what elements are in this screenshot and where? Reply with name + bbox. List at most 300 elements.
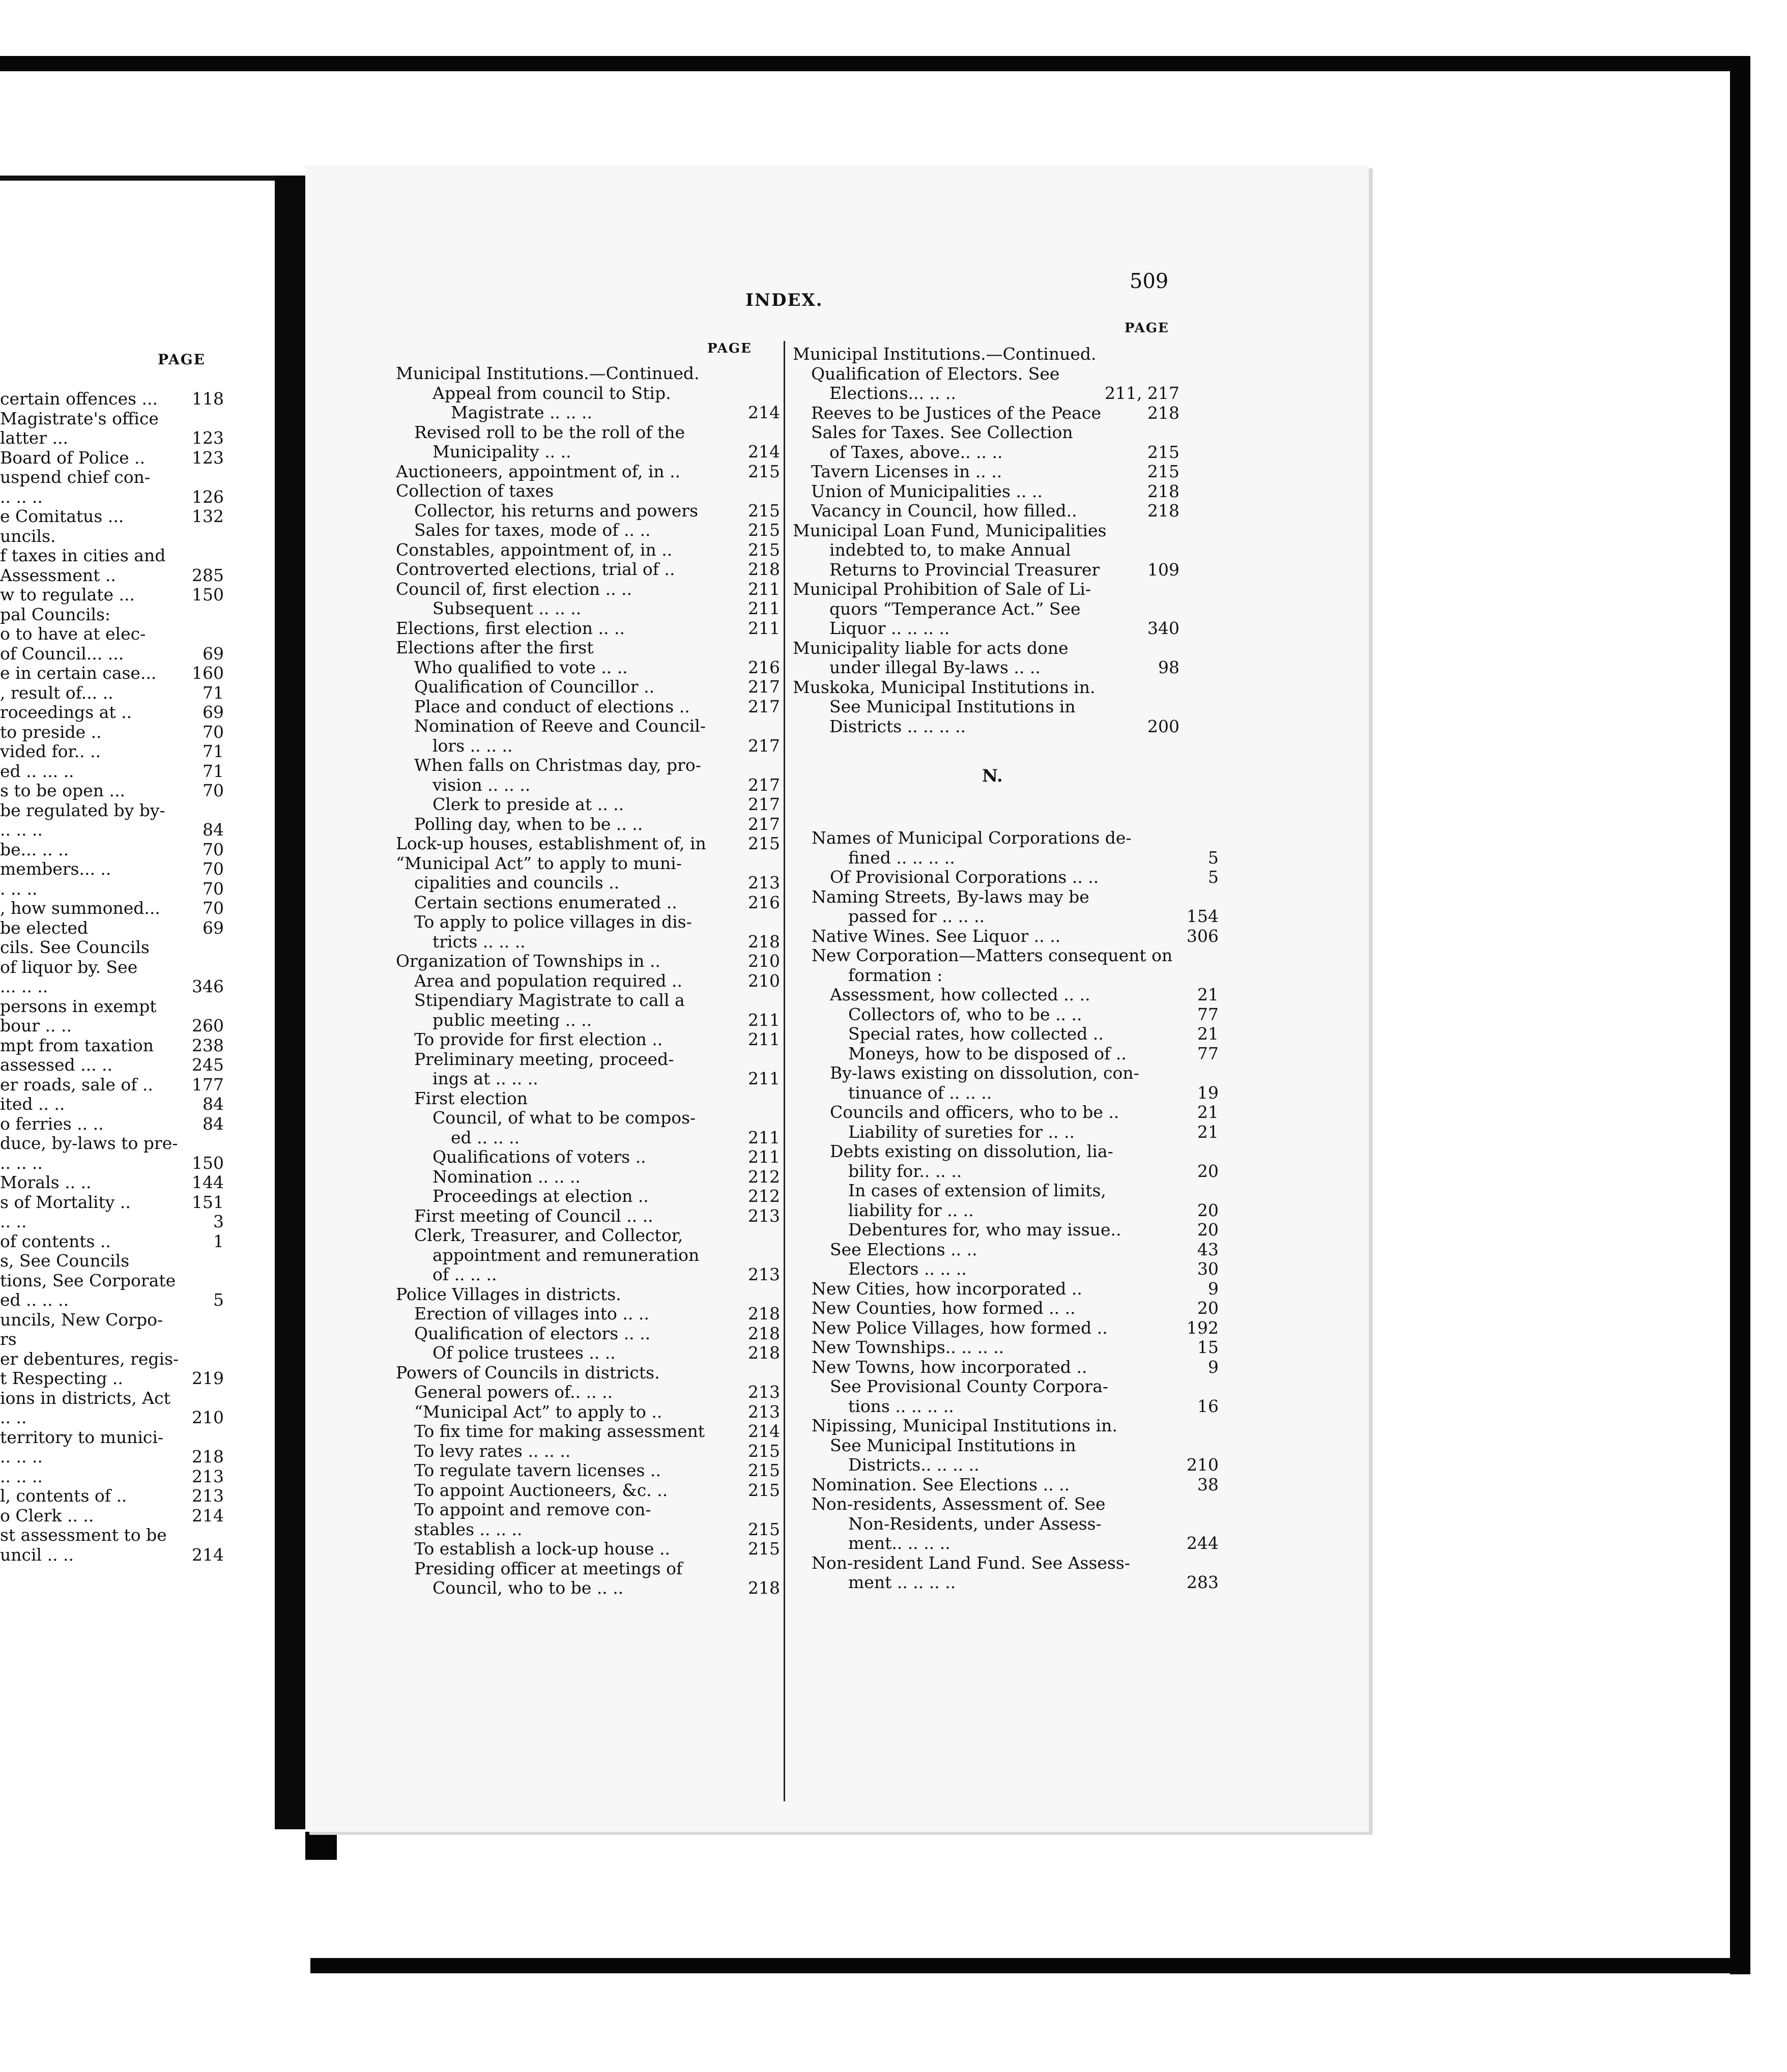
index-entry-text: Municipality liable for acts done	[793, 638, 1069, 658]
index-entry	[396, 1324, 780, 1344]
index-entry-page	[1216, 946, 1219, 966]
index-entry-text: ited .. ..	[0, 1095, 65, 1114]
index-entry-page: 306	[1187, 926, 1219, 946]
index-entry	[0, 566, 224, 586]
index-entry	[0, 1447, 224, 1467]
index-entry-text: Magistrate's office	[0, 409, 159, 428]
index-entry-page: 150	[192, 1153, 224, 1173]
index-entry	[396, 716, 780, 736]
index-entry-text: latter ...	[0, 428, 69, 448]
index-entry	[812, 1024, 1219, 1044]
index-entry	[396, 599, 780, 619]
index-entry-text: Council, who to be .. ..	[433, 1578, 624, 1598]
index-entry-page: 211	[748, 1010, 780, 1030]
index-entry-text: duce, by-laws to pre-	[0, 1134, 178, 1153]
index-entry-page	[777, 716, 780, 736]
index-entry-page: 192	[1187, 1317, 1219, 1338]
index-entry	[396, 795, 780, 815]
index-entry	[0, 859, 224, 879]
index-entry-page	[777, 756, 780, 775]
right-column-entries-m	[793, 344, 1179, 736]
index-entry-text: Nipissing, Municipal Institutions in.	[812, 1416, 1117, 1435]
index-entry	[396, 481, 780, 501]
index-entry	[793, 423, 1179, 443]
index-entry-text: ment .. .. .. ..	[848, 1573, 956, 1592]
index-entry-page	[1216, 1181, 1219, 1201]
index-entry-text: Appeal from council to Stip.	[433, 383, 671, 403]
index-entry-text: liability for .. ..	[848, 1200, 974, 1220]
index-entry-text: Municipal Loan Fund, Municipalities	[793, 521, 1107, 540]
index-entry-text: Nomination of Reeve and Council-	[414, 716, 706, 736]
index-entry-page: 213	[748, 873, 780, 893]
index-entry-text: be regulated by by-	[0, 800, 165, 820]
index-entry-page: 213	[748, 1264, 780, 1284]
index-entry	[396, 1578, 780, 1598]
index-entry-text: vided for.. ..	[0, 742, 101, 761]
index-entry	[0, 1251, 224, 1271]
index-entry-page: 177	[192, 1074, 224, 1095]
index-entry	[396, 442, 780, 462]
index-entry-text: of Taxes, above.. .. ..	[829, 442, 1003, 462]
index-entry-text: Sales for taxes, mode of .. ..	[414, 521, 651, 540]
index-entry-page: 213	[748, 1205, 780, 1226]
index-entry-page: 123	[192, 428, 224, 448]
index-entry	[396, 1383, 780, 1402]
index-entry-text: Non-residents, Assessment of. See	[812, 1494, 1106, 1514]
index-entry	[0, 1134, 224, 1154]
index-entry-text: New Towns, how incorporated ..	[812, 1357, 1087, 1377]
index-entry-page	[221, 958, 224, 977]
index-entry-text: Districts .. .. .. ..	[829, 716, 966, 736]
index-entry-text: formation :	[848, 965, 943, 985]
index-entry	[812, 927, 1219, 946]
index-entry	[793, 639, 1179, 658]
page-title: INDEX.	[745, 290, 823, 310]
index-entry-page: 211, 217	[1105, 383, 1179, 403]
index-entry-page: 218	[1147, 501, 1179, 521]
index-entry	[396, 521, 780, 540]
index-entry	[812, 1123, 1219, 1142]
index-entry-text: Polling day, when to be .. ..	[414, 814, 643, 834]
index-entry-text: .. ..	[0, 1212, 27, 1231]
index-entry-text: s, See Councils	[0, 1251, 130, 1271]
index-entry-text: o ferries .. ..	[0, 1114, 104, 1134]
index-entry-page: 215	[748, 1519, 780, 1539]
index-entry-page: 84	[203, 1113, 224, 1134]
index-entry-text: Controverted elections, trial of ..	[396, 560, 675, 579]
index-entry-page: 3	[213, 1212, 224, 1231]
index-entry-text: ment.. .. .. ..	[848, 1534, 950, 1553]
index-entry-page: 216	[748, 892, 780, 912]
index-entry-page: 21	[1197, 1102, 1219, 1122]
index-entry-text: Qualifications of voters ..	[433, 1147, 646, 1167]
index-entry-page: 214	[192, 1544, 224, 1565]
index-entry-page	[221, 1428, 224, 1448]
index-entry-text: Area and population required ..	[414, 971, 683, 991]
index-entry-page: 214	[748, 442, 780, 462]
index-entry-page	[777, 384, 780, 404]
index-entry	[793, 462, 1179, 482]
page-number: 509	[1130, 270, 1169, 293]
index-entry-text: t Respecting ..	[0, 1369, 123, 1388]
index-entry-page: 69	[203, 917, 224, 938]
index-entry-page: 215	[748, 1539, 780, 1559]
index-entry	[396, 658, 780, 678]
index-entry	[793, 404, 1179, 423]
index-entry	[0, 624, 224, 644]
index-entry-page: 215	[748, 539, 780, 560]
index-entry	[812, 985, 1219, 1005]
index-entry-page	[221, 1134, 224, 1154]
index-entry-page	[777, 854, 780, 874]
index-entry-page: 213	[192, 1486, 224, 1506]
index-entry-page: 77	[1197, 1004, 1219, 1024]
index-entry-page: 70	[203, 878, 224, 899]
index-entry-page	[221, 546, 224, 566]
index-entry-text: To regulate tavern licenses ..	[414, 1461, 661, 1480]
index-entry-text: ed .. .. ..	[451, 1128, 520, 1147]
index-entry-page: 218	[192, 1447, 224, 1466]
index-entry	[0, 1310, 224, 1330]
index-entry-page: 126	[192, 486, 224, 507]
index-entry	[0, 958, 224, 977]
index-entry-text: uncils.	[0, 526, 56, 546]
index-entry-text: o Clerk .. ..	[0, 1506, 94, 1526]
index-entry-page: 213	[748, 1382, 780, 1402]
index-entry-page: 15	[1197, 1337, 1219, 1357]
index-entry	[812, 1279, 1219, 1299]
index-entry	[812, 1201, 1219, 1221]
index-entry-page	[777, 1089, 780, 1109]
index-entry	[0, 1389, 224, 1408]
index-entry	[812, 1142, 1219, 1162]
index-entry-page: 211	[748, 579, 780, 599]
index-entry-page: 21	[1197, 985, 1219, 1004]
index-entry-page	[777, 638, 780, 658]
index-entry-text: Names of Municipal Corporations de-	[812, 828, 1132, 848]
index-entry-page	[221, 468, 224, 487]
index-entry-page: 9	[1208, 1357, 1219, 1377]
index-entry-text: Of police trustees .. ..	[433, 1343, 616, 1363]
index-entry-text: In cases of extension of limits,	[848, 1181, 1106, 1200]
index-entry	[0, 977, 224, 997]
index-entry-page: 218	[1147, 402, 1179, 423]
index-entry	[812, 848, 1219, 868]
index-entry-text: bility for.. .. ..	[848, 1161, 962, 1181]
index-entry	[396, 423, 780, 443]
index-entry	[793, 384, 1179, 404]
index-entry-text: ed .. ... ..	[0, 761, 74, 781]
index-entry-text: Special rates, how collected ..	[848, 1024, 1104, 1044]
index-entry-page	[777, 1050, 780, 1070]
index-entry-text: e in certain case...	[0, 664, 157, 683]
index-entry	[0, 389, 224, 409]
index-entry-page: 5	[1208, 867, 1219, 887]
index-entry	[0, 1486, 224, 1506]
index-entry-page: 210	[748, 951, 780, 971]
index-entry	[812, 1240, 1219, 1260]
index-entry-page: 19	[1197, 1082, 1219, 1103]
index-entry	[396, 1343, 780, 1363]
index-entry	[396, 1481, 780, 1501]
index-entry	[396, 873, 780, 893]
index-entry	[0, 1193, 224, 1213]
index-entry	[812, 1338, 1219, 1358]
index-entry-page: 217	[748, 814, 780, 834]
index-entry-page	[777, 1226, 780, 1246]
index-entry-page	[777, 423, 780, 443]
index-entry-page: 70	[203, 859, 224, 879]
index-entry	[0, 664, 224, 683]
index-entry	[812, 1397, 1219, 1417]
index-entry	[0, 781, 224, 801]
index-entry	[0, 879, 224, 899]
index-entry	[812, 1514, 1219, 1534]
index-entry-page	[1216, 1416, 1219, 1436]
index-entry-page	[1176, 678, 1179, 698]
index-entry-text: New Corporation—Matters consequent on	[812, 946, 1173, 965]
index-entry-page: 21	[1197, 1121, 1219, 1142]
index-entry	[0, 527, 224, 546]
index-entry	[396, 560, 780, 580]
index-entry-text: See Municipal Institutions in	[830, 1435, 1076, 1455]
index-entry-text: ings at .. .. ..	[433, 1069, 538, 1088]
index-entry	[396, 1246, 780, 1265]
index-entry	[812, 1534, 1219, 1553]
index-entry-text: Liability of sureties for .. ..	[848, 1122, 1075, 1142]
index-entry	[0, 1526, 224, 1545]
index-entry-text: persons in exempt	[0, 996, 157, 1016]
index-entry-page	[221, 527, 224, 546]
index-entry-page	[221, 1349, 224, 1369]
left-page	[0, 176, 304, 1837]
section-letter: N.	[982, 766, 1003, 786]
index-entry-text: See Provisional County Corpora-	[830, 1377, 1109, 1396]
index-entry-text: To provide for first election ..	[414, 1030, 663, 1049]
index-entry-page	[1176, 580, 1179, 599]
index-entry-text: Auctioneers, appointment of, in ..	[396, 462, 681, 481]
index-entry-text: “Municipal Act” to apply to ..	[414, 1402, 662, 1422]
index-entry-text: By-laws existing on dissolution, con-	[830, 1063, 1139, 1083]
index-entry-text: Elections... .. ..	[829, 384, 956, 403]
index-entry	[396, 1442, 780, 1461]
index-entry	[812, 1494, 1219, 1514]
mid-column-entries	[396, 364, 780, 1598]
index-entry-text: Stipendiary Magistrate to call a	[414, 991, 685, 1010]
index-entry-page	[221, 1271, 224, 1291]
index-entry-page	[1176, 599, 1179, 619]
index-entry-page: 151	[192, 1192, 224, 1212]
index-entry-text: er debentures, regis-	[0, 1349, 179, 1369]
index-entry-page: 84	[203, 1094, 224, 1114]
index-entry	[812, 1083, 1219, 1103]
index-entry-text: Non-resident Land Fund. See Assess-	[812, 1553, 1130, 1573]
index-entry-text: ed .. .. ..	[0, 1290, 69, 1310]
index-entry-page	[1176, 344, 1179, 364]
index-entry-page: 215	[1147, 442, 1179, 462]
index-entry-page: 215	[748, 1460, 780, 1480]
index-entry	[0, 1545, 224, 1565]
index-entry-text: To establish a lock-up house ..	[414, 1539, 670, 1559]
index-entry-text: of Council... ...	[0, 644, 124, 664]
index-entry-page	[1216, 1436, 1219, 1456]
index-entry-text: public meeting .. ..	[433, 1010, 592, 1030]
index-entry	[0, 1036, 224, 1056]
index-entry-page: 69	[203, 643, 224, 664]
index-entry	[396, 501, 780, 521]
index-entry-page: 43	[1197, 1239, 1219, 1259]
index-entry	[0, 1271, 224, 1291]
index-entry	[0, 1232, 224, 1252]
index-entry-page	[777, 364, 780, 384]
index-entry-text: Police Villages in districts.	[396, 1284, 621, 1304]
index-entry-text: To apply to police villages in dis-	[414, 912, 692, 932]
index-entry-text: be... .. ..	[0, 840, 69, 859]
index-entry-page	[1216, 1377, 1219, 1397]
index-entry	[0, 1428, 224, 1448]
index-entry	[812, 1377, 1219, 1397]
index-entry-text: Municipality .. ..	[433, 442, 571, 462]
index-entry-page: 215	[748, 461, 780, 481]
index-entry	[812, 887, 1219, 907]
index-entry-page	[221, 997, 224, 1017]
index-entry	[0, 742, 224, 762]
index-entry	[812, 1063, 1219, 1083]
index-entry-page: 21	[1197, 1024, 1219, 1044]
index-entry-text: tions, See Corporate	[0, 1271, 176, 1290]
index-entry	[0, 428, 224, 448]
index-entry	[396, 1030, 780, 1050]
index-entry-text: cipalities and councils ..	[414, 873, 620, 893]
index-entry-page: 144	[192, 1172, 224, 1192]
index-entry-page	[777, 1246, 780, 1265]
index-entry	[396, 775, 780, 795]
index-entry-page: 215	[748, 1480, 780, 1500]
index-entry-text: Debentures for, who may issue..	[848, 1220, 1121, 1240]
index-entry-page	[221, 1251, 224, 1271]
index-entry-text: Powers of Councils in districts.	[396, 1363, 660, 1383]
index-entry	[0, 1349, 224, 1369]
index-entry-text: uncils, New Corpo-	[0, 1310, 163, 1330]
right-column-entries-n	[812, 828, 1219, 1593]
index-entry-text: .. .. ..	[0, 1447, 43, 1466]
index-entry	[396, 1363, 780, 1383]
index-entry	[396, 1050, 780, 1070]
index-entry-text: New Townships.. .. .. ..	[812, 1338, 1004, 1357]
index-entry	[812, 1553, 1219, 1573]
index-entry-page: 219	[192, 1368, 224, 1388]
index-entry-text: First meeting of Council .. ..	[414, 1206, 653, 1226]
index-entry-text: be elected	[0, 918, 89, 938]
index-entry	[0, 507, 224, 527]
index-entry-text: of liquor by. See	[0, 957, 138, 977]
index-entry-text: Constables, appointment of, in ..	[396, 540, 673, 560]
index-entry-text: , how summoned...	[0, 899, 160, 918]
index-entry-page: 217	[748, 774, 780, 795]
index-entry-text: . .. ..	[0, 879, 38, 899]
index-entry	[812, 1318, 1219, 1338]
index-entry-text: New Cities, how incorporated ..	[812, 1279, 1082, 1299]
index-entry	[396, 364, 780, 384]
index-entry	[0, 1055, 224, 1075]
index-entry-page: 71	[203, 761, 224, 781]
index-entry-page	[777, 1285, 780, 1305]
index-entry	[0, 1408, 224, 1428]
index-entry-page: 1	[213, 1231, 224, 1251]
index-entry	[812, 1299, 1219, 1318]
index-entry-page	[777, 1108, 780, 1128]
index-entry	[793, 540, 1179, 560]
index-entry-page	[221, 1526, 224, 1545]
index-entry-text: .. ..	[0, 1408, 27, 1427]
index-entry	[396, 384, 780, 404]
index-entry	[793, 717, 1179, 737]
index-entry-page: 213	[748, 1401, 780, 1422]
index-entry-text: Reeves to be Justices of the Peace	[811, 403, 1101, 423]
index-entry	[396, 540, 780, 560]
index-entry-page	[1176, 521, 1179, 541]
index-entry	[793, 658, 1179, 678]
index-entry	[793, 501, 1179, 521]
index-entry-text: .. .. ..	[0, 1153, 43, 1173]
index-entry-page: 217	[748, 735, 780, 756]
index-entry	[396, 912, 780, 932]
index-entry-page: 217	[748, 794, 780, 814]
index-entry-page: 20	[1197, 1161, 1219, 1181]
index-entry-page: 211	[748, 1029, 780, 1049]
index-entry-page: 210	[748, 970, 780, 991]
index-entry-page: 346	[192, 976, 224, 996]
mid-column-label: PAGE	[707, 341, 752, 356]
index-entry-text: cils. See Councils	[0, 938, 150, 957]
right-column-label: PAGE	[1125, 321, 1169, 336]
index-entry-text: Electors .. .. ..	[848, 1259, 967, 1279]
index-entry	[0, 938, 224, 958]
index-entry	[793, 560, 1179, 580]
index-entry	[396, 1304, 780, 1324]
index-entry	[812, 868, 1219, 887]
index-entry	[396, 638, 780, 658]
index-entry-page: 217	[748, 677, 780, 697]
index-entry-text: members... ..	[0, 859, 111, 879]
index-entry	[0, 1114, 224, 1134]
index-entry-text: passed for .. .. ..	[848, 907, 985, 926]
index-entry	[793, 678, 1179, 698]
index-entry	[396, 1147, 780, 1167]
index-entry	[812, 1181, 1219, 1201]
index-entry	[812, 1416, 1219, 1436]
index-entry-page: 77	[1197, 1043, 1219, 1063]
index-entry-text: st assessment to be	[0, 1526, 167, 1545]
index-entry-text: s to be open ...	[0, 781, 125, 800]
index-entry-page	[221, 624, 224, 644]
index-entry-text: .. .. ..	[0, 820, 43, 840]
index-entry-page: 154	[1187, 906, 1219, 926]
index-entry-text: Erection of villages into .. ..	[414, 1304, 649, 1323]
index-entry-text: rs	[0, 1330, 17, 1349]
index-entry	[793, 344, 1179, 364]
index-entry-page: 98	[1158, 657, 1179, 677]
index-entry-page: 70	[203, 898, 224, 918]
index-entry-page: 71	[203, 741, 224, 761]
index-entry-page	[1176, 639, 1179, 658]
index-entry-page: 38	[1197, 1474, 1219, 1494]
index-entry	[396, 1539, 780, 1559]
index-entry-page: 238	[192, 1035, 224, 1055]
column-divider	[784, 341, 785, 1801]
index-entry	[396, 462, 780, 482]
index-entry-text: Presiding officer at meetings of	[414, 1559, 683, 1578]
